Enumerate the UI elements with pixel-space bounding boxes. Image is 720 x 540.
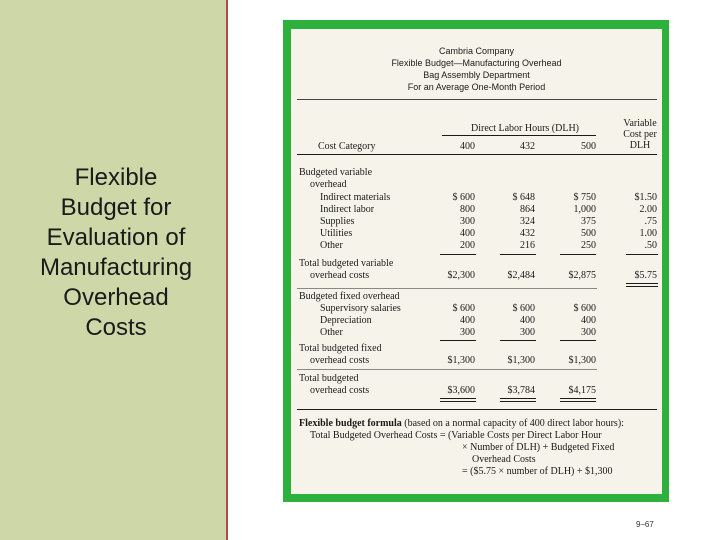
- sidebar-divider: [226, 0, 228, 540]
- total-double-rule: [560, 398, 596, 399]
- value-cell: $ 750: [573, 192, 596, 203]
- total-double-rule: [500, 398, 536, 399]
- variable-rate-header-line3: DLH: [629, 140, 651, 151]
- value-cell: 375: [581, 216, 596, 227]
- item-label: Indirect labor: [320, 204, 375, 215]
- department-name: Bag Assembly Department: [423, 70, 530, 80]
- formula-line-3: Overhead Costs: [472, 454, 536, 465]
- column-header-400: 400: [460, 141, 475, 152]
- subtotal-rule: [440, 340, 476, 341]
- formula-line-1: Total Budgeted Overhead Costs = (Variable Costs per Direct Labor Hour: [310, 430, 602, 441]
- subtotal-rule: [500, 340, 536, 341]
- formula-heading: Flexible budget formula: [299, 418, 402, 429]
- report-period: For an Average One-Month Period: [407, 82, 546, 92]
- column-header-500: 500: [581, 141, 596, 152]
- page-number: 9–67: [636, 520, 654, 529]
- subtotal-rule: [440, 254, 476, 255]
- formula-line-4: = ($5.75 × number of DLH) + $1,300: [462, 466, 613, 477]
- value-cell: 432: [520, 228, 535, 239]
- total-overhead-432: $3,784: [507, 385, 535, 396]
- value-cell: 324: [520, 216, 535, 227]
- total-variable-400: $2,300: [447, 270, 475, 281]
- total-overhead-label: Total budgeted: [299, 373, 359, 384]
- value-cell: 300: [581, 327, 596, 338]
- value-cell: 800: [460, 204, 475, 215]
- item-label: Supplies: [320, 216, 355, 227]
- dlh-group-rule: [442, 135, 596, 136]
- total-variable-rate: $5.75: [634, 270, 657, 281]
- subtotal-rule: [560, 340, 596, 341]
- total-overhead-label-cont: overhead costs: [310, 385, 370, 396]
- value-cell: 1,000: [573, 204, 596, 215]
- rate-cell: $1.50: [634, 192, 657, 203]
- fixed-section-label: Budgeted fixed overhead: [299, 291, 400, 302]
- value-cell: $ 648: [512, 192, 535, 203]
- value-cell: 300: [520, 327, 535, 338]
- formula-heading-rest: (based on a normal capacity of 400 direct labor hours):: [401, 418, 624, 429]
- dlh-group-label: Direct Labor Hours (DLH): [470, 123, 580, 134]
- total-overhead-400: $3,600: [447, 385, 475, 396]
- rate-double-rule: [626, 286, 658, 287]
- total-fixed-400: $1,300: [447, 355, 475, 366]
- total-double-rule: [500, 401, 536, 402]
- column-header-432: 432: [520, 141, 535, 152]
- item-label: Utilities: [320, 228, 353, 239]
- variable-section-label-cont: overhead: [310, 179, 347, 190]
- section-rule: [297, 288, 597, 289]
- variable-rate-header-line1: Variable: [623, 118, 657, 129]
- value-cell: 400: [520, 315, 535, 326]
- report-title: Flexible Budget—Manufacturing Overhead: [391, 58, 562, 68]
- value-cell: 216: [520, 240, 535, 251]
- value-cell: 400: [460, 315, 475, 326]
- total-variable-label-cont: overhead costs: [310, 270, 370, 281]
- value-cell: 200: [460, 240, 475, 251]
- value-cell: $ 600: [452, 192, 475, 203]
- header-rule: [297, 99, 657, 100]
- rate-cell: .75: [644, 216, 657, 227]
- formula-heading-line: [299, 418, 624, 429]
- formula-rule: [297, 409, 657, 410]
- value-cell: 300: [460, 327, 475, 338]
- total-fixed-label: Total budgeted fixed: [299, 343, 382, 354]
- subtotal-rule: [500, 254, 536, 255]
- rate-cell: .50: [644, 240, 657, 251]
- total-double-rule: [440, 398, 476, 399]
- subtotal-rule: [560, 254, 596, 255]
- value-cell: 864: [520, 204, 535, 215]
- value-cell: $ 600: [512, 303, 535, 314]
- item-label: Other: [320, 327, 343, 338]
- value-cell: 300: [460, 216, 475, 227]
- company-name: Cambria Company: [438, 46, 515, 56]
- value-cell: 400: [581, 315, 596, 326]
- section-rule: [297, 369, 597, 370]
- item-label: Other: [320, 240, 343, 251]
- total-variable-500: $2,875: [568, 270, 596, 281]
- value-cell: 250: [581, 240, 596, 251]
- value-cell: 500: [581, 228, 596, 239]
- total-variable-label: Total budgeted variable: [299, 258, 394, 269]
- total-fixed-label-cont: overhead costs: [310, 355, 370, 366]
- formula-line-2: × Number of DLH) + Budgeted Fixed: [462, 442, 615, 453]
- cost-category-label: Cost Category: [318, 141, 376, 152]
- total-double-rule: [560, 401, 596, 402]
- total-overhead-500: $4,175: [568, 385, 596, 396]
- total-fixed-500: $1,300: [568, 355, 596, 366]
- value-cell: 400: [460, 228, 475, 239]
- column-header-rule: [297, 154, 657, 155]
- item-label: Depreciation: [320, 315, 372, 326]
- rate-cell: 1.00: [639, 228, 657, 239]
- item-label: Supervisory salaries: [320, 303, 401, 314]
- variable-section-label: Budgeted variable: [299, 167, 373, 178]
- slide-title: Flexible Budget for Evaluation of Manufacturing Overhead Costs: [39, 164, 193, 341]
- item-label: Indirect materials: [320, 192, 391, 203]
- rate-double-rule: [626, 283, 658, 284]
- total-variable-432: $2,484: [507, 270, 535, 281]
- variable-rate-header-line2: Cost per: [623, 129, 657, 140]
- value-cell: $ 600: [452, 303, 475, 314]
- rate-cell: 2.00: [639, 204, 657, 215]
- total-double-rule: [440, 401, 476, 402]
- value-cell: $ 600: [573, 303, 596, 314]
- subtotal-rule: [626, 254, 658, 255]
- total-fixed-432: $1,300: [507, 355, 535, 366]
